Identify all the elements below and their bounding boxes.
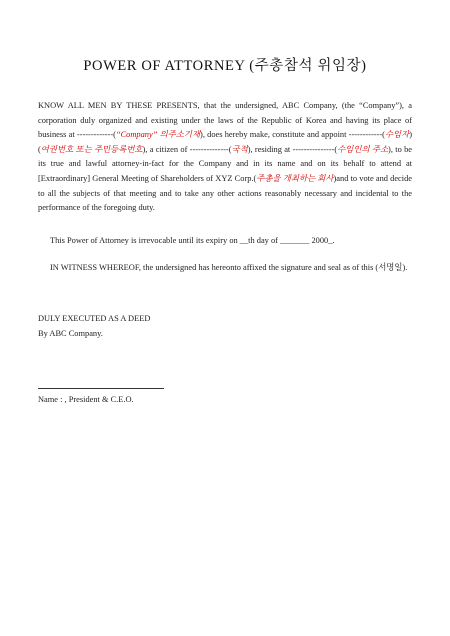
witness-paragraph: IN WITNESS WHEREOF, the undersigned has hereonto affixed the signature and seal as of this (서명일). bbox=[50, 263, 408, 272]
irrevocable-paragraph: This Power of Attorney is irrevocable until its expiry on __th day of _______ 2000_. bbox=[50, 236, 335, 245]
paragraph-text: )and to vote and decide to all the subjects of that meeting and to take any other actions reasonably necessary and incidental to the performance of the foregoing duty. bbox=[38, 173, 412, 213]
signatory-name: Name : , President & C.E.O. bbox=[38, 395, 134, 404]
appointment-paragraph bbox=[38, 99, 412, 216]
executed-as-deed-line: DULY EXECUTED AS A DEED bbox=[38, 314, 151, 323]
attorney-name-placeholder: 수임자 bbox=[384, 130, 410, 140]
paragraph-text: ), to be its true and lawful attorney-in-fact for the Company and in its name and on its behalf to attend at [Extraordinary] General Meeting of Shareholders of XYZ Corp.( bbox=[38, 144, 412, 183]
signature-line bbox=[38, 388, 164, 389]
id-number-placeholder: 여권번호 또는 주민등록번호 bbox=[40, 144, 143, 154]
document-title: POWER OF ATTORNEY (주총참석 위임장) bbox=[83, 58, 367, 74]
by-company-line: By ABC Company. bbox=[38, 328, 103, 338]
paragraph-text: ), a citizen of --------------( bbox=[142, 144, 232, 154]
nationality-placeholder: 국적 bbox=[231, 144, 248, 154]
paragraph-text: KNOW ALL MEN BY THESE PRESENTS, that the undersigned, ABC Company, (the “Company”), a corporation duly organized and existing under the laws of the Republic of Korea and having its place of business at -------------( bbox=[38, 101, 412, 140]
paragraph-text: ), residing at ---------------( bbox=[247, 144, 338, 154]
paragraph-text: ) ( bbox=[38, 130, 412, 154]
paragraph-text: ), does hereby make, constitute and appoint ------------( bbox=[200, 130, 385, 140]
execution-block bbox=[38, 312, 412, 341]
company-address-placeholder: “Company” 의주소기재 bbox=[115, 130, 201, 140]
attorney-address-placeholder: 수임인의 주소 bbox=[337, 144, 389, 154]
meeting-company-placeholder: 주총을 개최하는 회사 bbox=[256, 173, 334, 183]
